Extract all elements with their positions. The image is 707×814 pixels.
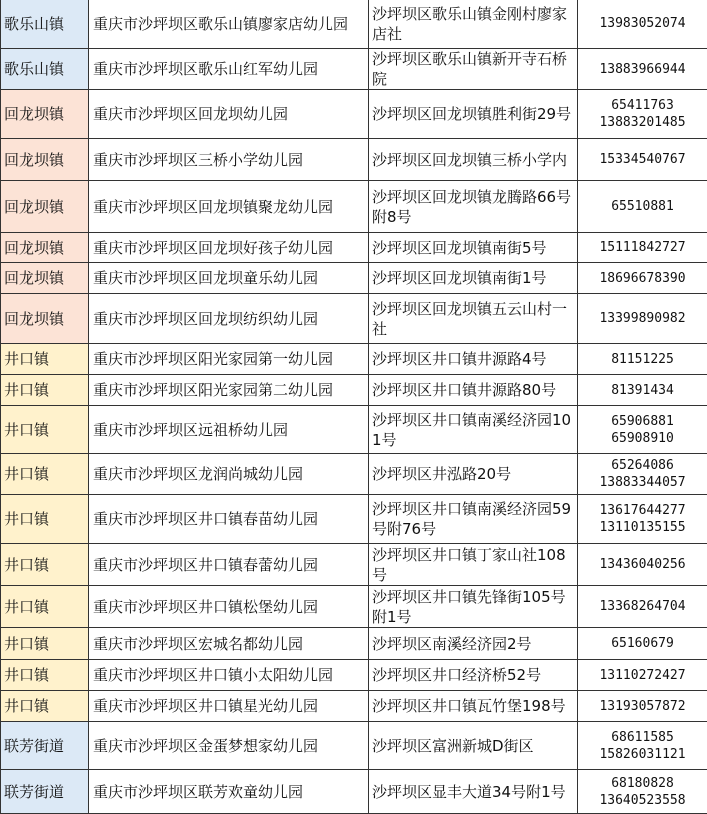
table-row — [1, 181, 707, 233]
town-cell: 井口镇 — [1, 344, 89, 375]
phone-cell — [578, 139, 707, 181]
address-cell: 沙坪坝区回龙坝镇五云山村一社 — [369, 294, 578, 344]
table-row — [1, 49, 707, 90]
kindergarten-name-cell: 重庆市沙坪坝区井口镇小太阳幼儿园 — [89, 660, 369, 691]
address-cell: 沙坪坝区歌乐山镇金刚村廖家店社 — [369, 0, 578, 49]
table-body — [1, 0, 707, 814]
phone-cell — [578, 263, 707, 294]
kindergarten-name-cell: 重庆市沙坪坝区三桥小学幼儿园 — [89, 139, 369, 181]
address-cell: 沙坪坝区井口镇南溪经济园59号附76号 — [369, 495, 578, 544]
phone-cell — [578, 233, 707, 263]
town-cell: 井口镇 — [1, 586, 89, 628]
town-cell: 井口镇 — [1, 660, 89, 691]
phone-cell — [578, 495, 707, 544]
town-cell: 回龙坝镇 — [1, 139, 89, 181]
address-cell: 沙坪坝区显丰大道34号附1号 — [369, 770, 578, 814]
phone-number: 13640523558 — [581, 792, 704, 809]
phone-cell — [578, 544, 707, 586]
address-cell: 沙坪坝区井口经济桥52号 — [369, 660, 578, 691]
address-cell: 沙坪坝区富洲新城D街区 — [369, 722, 578, 770]
address-cell: 沙坪坝区南溪经济园2号 — [369, 628, 578, 660]
phone-number: 68611585 — [581, 729, 704, 746]
phone-number: 15111842727 — [581, 239, 704, 256]
kindergarten-name-cell: 重庆市沙坪坝区歌乐山红军幼儿园 — [89, 49, 369, 90]
town-cell: 回龙坝镇 — [1, 263, 89, 294]
phone-number: 15826031121 — [581, 746, 704, 763]
phone-cell — [578, 181, 707, 233]
table-row — [1, 0, 707, 49]
kindergarten-name-cell: 重庆市沙坪坝区阳光家园第一幼儿园 — [89, 344, 369, 375]
phone-cell — [578, 628, 707, 660]
phone-cell — [578, 586, 707, 628]
town-cell: 联芳街道 — [1, 722, 89, 770]
kindergarten-name-cell: 重庆市沙坪坝区井口镇星光幼儿园 — [89, 691, 369, 722]
address-cell: 沙坪坝区井口镇南溪经济园101号 — [369, 406, 578, 454]
phone-number: 68180828 — [581, 775, 704, 792]
table-row — [1, 770, 707, 814]
kindergarten-name-cell: 重庆市沙坪坝区回龙坝童乐幼儿园 — [89, 263, 369, 294]
phone-number: 13110272427 — [581, 667, 704, 684]
phone-number: 15334540767 — [581, 151, 704, 168]
address-cell: 沙坪坝区回龙坝镇南街5号 — [369, 233, 578, 263]
address-cell: 沙坪坝区回龙坝镇胜利街29号 — [369, 90, 578, 139]
kindergarten-name-cell: 重庆市沙坪坝区阳光家园第二幼儿园 — [89, 375, 369, 406]
phone-cell — [578, 375, 707, 406]
phone-number: 13110135155 — [581, 519, 704, 536]
table-row — [1, 139, 707, 181]
phone-cell — [578, 691, 707, 722]
kindergarten-name-cell: 重庆市沙坪坝区井口镇春蕾幼儿园 — [89, 544, 369, 586]
phone-number: 13436040256 — [581, 556, 704, 573]
phone-cell — [578, 344, 707, 375]
phone-number: 13983052074 — [581, 15, 704, 32]
town-cell: 歌乐山镇 — [1, 49, 89, 90]
table-row — [1, 454, 707, 495]
town-cell: 井口镇 — [1, 544, 89, 586]
phone-number: 13193057872 — [581, 698, 704, 715]
phone-cell — [578, 49, 707, 90]
phone-cell — [578, 294, 707, 344]
table-row — [1, 660, 707, 691]
address-cell: 沙坪坝区井口镇井源路4号 — [369, 344, 578, 375]
town-cell: 歌乐山镇 — [1, 0, 89, 49]
phone-cell — [578, 722, 707, 770]
table-row — [1, 691, 707, 722]
phone-number: 65264086 — [581, 457, 704, 474]
table-row — [1, 344, 707, 375]
address-cell: 沙坪坝区回龙坝镇龙腾路66号附8号 — [369, 181, 578, 233]
kindergarten-name-cell: 重庆市沙坪坝区联芳欢童幼儿园 — [89, 770, 369, 814]
town-cell: 井口镇 — [1, 495, 89, 544]
table-row — [1, 294, 707, 344]
phone-number: 65411763 — [581, 97, 704, 114]
address-cell: 沙坪坝区回龙坝镇南街1号 — [369, 263, 578, 294]
town-cell: 回龙坝镇 — [1, 294, 89, 344]
town-cell: 回龙坝镇 — [1, 181, 89, 233]
phone-number: 13368264704 — [581, 598, 704, 615]
town-cell: 井口镇 — [1, 406, 89, 454]
address-cell: 沙坪坝区井口镇瓦竹堡198号 — [369, 691, 578, 722]
address-cell: 沙坪坝区歌乐山镇新开寺石桥院 — [369, 49, 578, 90]
kindergarten-name-cell: 重庆市沙坪坝区井口镇松堡幼儿园 — [89, 586, 369, 628]
phone-number: 81391434 — [581, 382, 704, 399]
table-row — [1, 544, 707, 586]
table-row — [1, 90, 707, 139]
address-cell: 沙坪坝区井口镇井源路80号 — [369, 375, 578, 406]
town-cell: 井口镇 — [1, 454, 89, 495]
table-row — [1, 375, 707, 406]
phone-cell — [578, 454, 707, 495]
phone-number: 13883344057 — [581, 474, 704, 491]
phone-number: 65908910 — [581, 430, 704, 447]
address-cell: 沙坪坝区回龙坝镇三桥小学内 — [369, 139, 578, 181]
table-row — [1, 586, 707, 628]
address-cell: 沙坪坝区井口镇丁家山社108号 — [369, 544, 578, 586]
address-cell: 沙坪坝区井口镇先锋街105号附1号 — [369, 586, 578, 628]
kindergarten-name-cell: 重庆市沙坪坝区宏城名都幼儿园 — [89, 628, 369, 660]
table-row — [1, 406, 707, 454]
kindergarten-name-cell: 重庆市沙坪坝区回龙坝纺织幼儿园 — [89, 294, 369, 344]
table-row — [1, 263, 707, 294]
phone-number: 13399890982 — [581, 310, 704, 327]
kindergarten-name-cell: 重庆市沙坪坝区回龙坝幼儿园 — [89, 90, 369, 139]
kindergarten-name-cell: 重庆市沙坪坝区回龙坝好孩子幼儿园 — [89, 233, 369, 263]
kindergarten-name-cell: 重庆市沙坪坝区回龙坝镇聚龙幼儿园 — [89, 181, 369, 233]
town-cell: 井口镇 — [1, 375, 89, 406]
phone-cell — [578, 770, 707, 814]
phone-cell — [578, 660, 707, 691]
phone-number: 13617644277 — [581, 502, 704, 519]
phone-number: 65906881 — [581, 413, 704, 430]
phone-number: 13883201485 — [581, 114, 704, 131]
kindergarten-name-cell: 重庆市沙坪坝区金蛋梦想家幼儿园 — [89, 722, 369, 770]
phone-cell — [578, 0, 707, 49]
town-cell: 井口镇 — [1, 628, 89, 660]
town-cell: 回龙坝镇 — [1, 90, 89, 139]
phone-number: 65160679 — [581, 635, 704, 652]
kindergarten-name-cell: 重庆市沙坪坝区井口镇春苗幼儿园 — [89, 495, 369, 544]
phone-number: 13883966944 — [581, 61, 704, 78]
table-row — [1, 233, 707, 263]
phone-number: 65510881 — [581, 198, 704, 215]
kindergarten-name-cell: 重庆市沙坪坝区远祖桥幼儿园 — [89, 406, 369, 454]
table-row — [1, 722, 707, 770]
town-cell: 井口镇 — [1, 691, 89, 722]
town-cell: 回龙坝镇 — [1, 233, 89, 263]
table-row — [1, 628, 707, 660]
phone-number: 81151225 — [581, 351, 704, 368]
phone-cell — [578, 406, 707, 454]
address-cell: 沙坪坝区井泓路20号 — [369, 454, 578, 495]
table-row — [1, 495, 707, 544]
phone-cell — [578, 90, 707, 139]
kindergarten-name-cell: 重庆市沙坪坝区歌乐山镇廖家店幼儿园 — [89, 0, 369, 49]
town-cell: 联芳街道 — [1, 770, 89, 814]
kindergarten-name-cell: 重庆市沙坪坝区龙润尚城幼儿园 — [89, 454, 369, 495]
phone-number: 18696678390 — [581, 270, 704, 287]
